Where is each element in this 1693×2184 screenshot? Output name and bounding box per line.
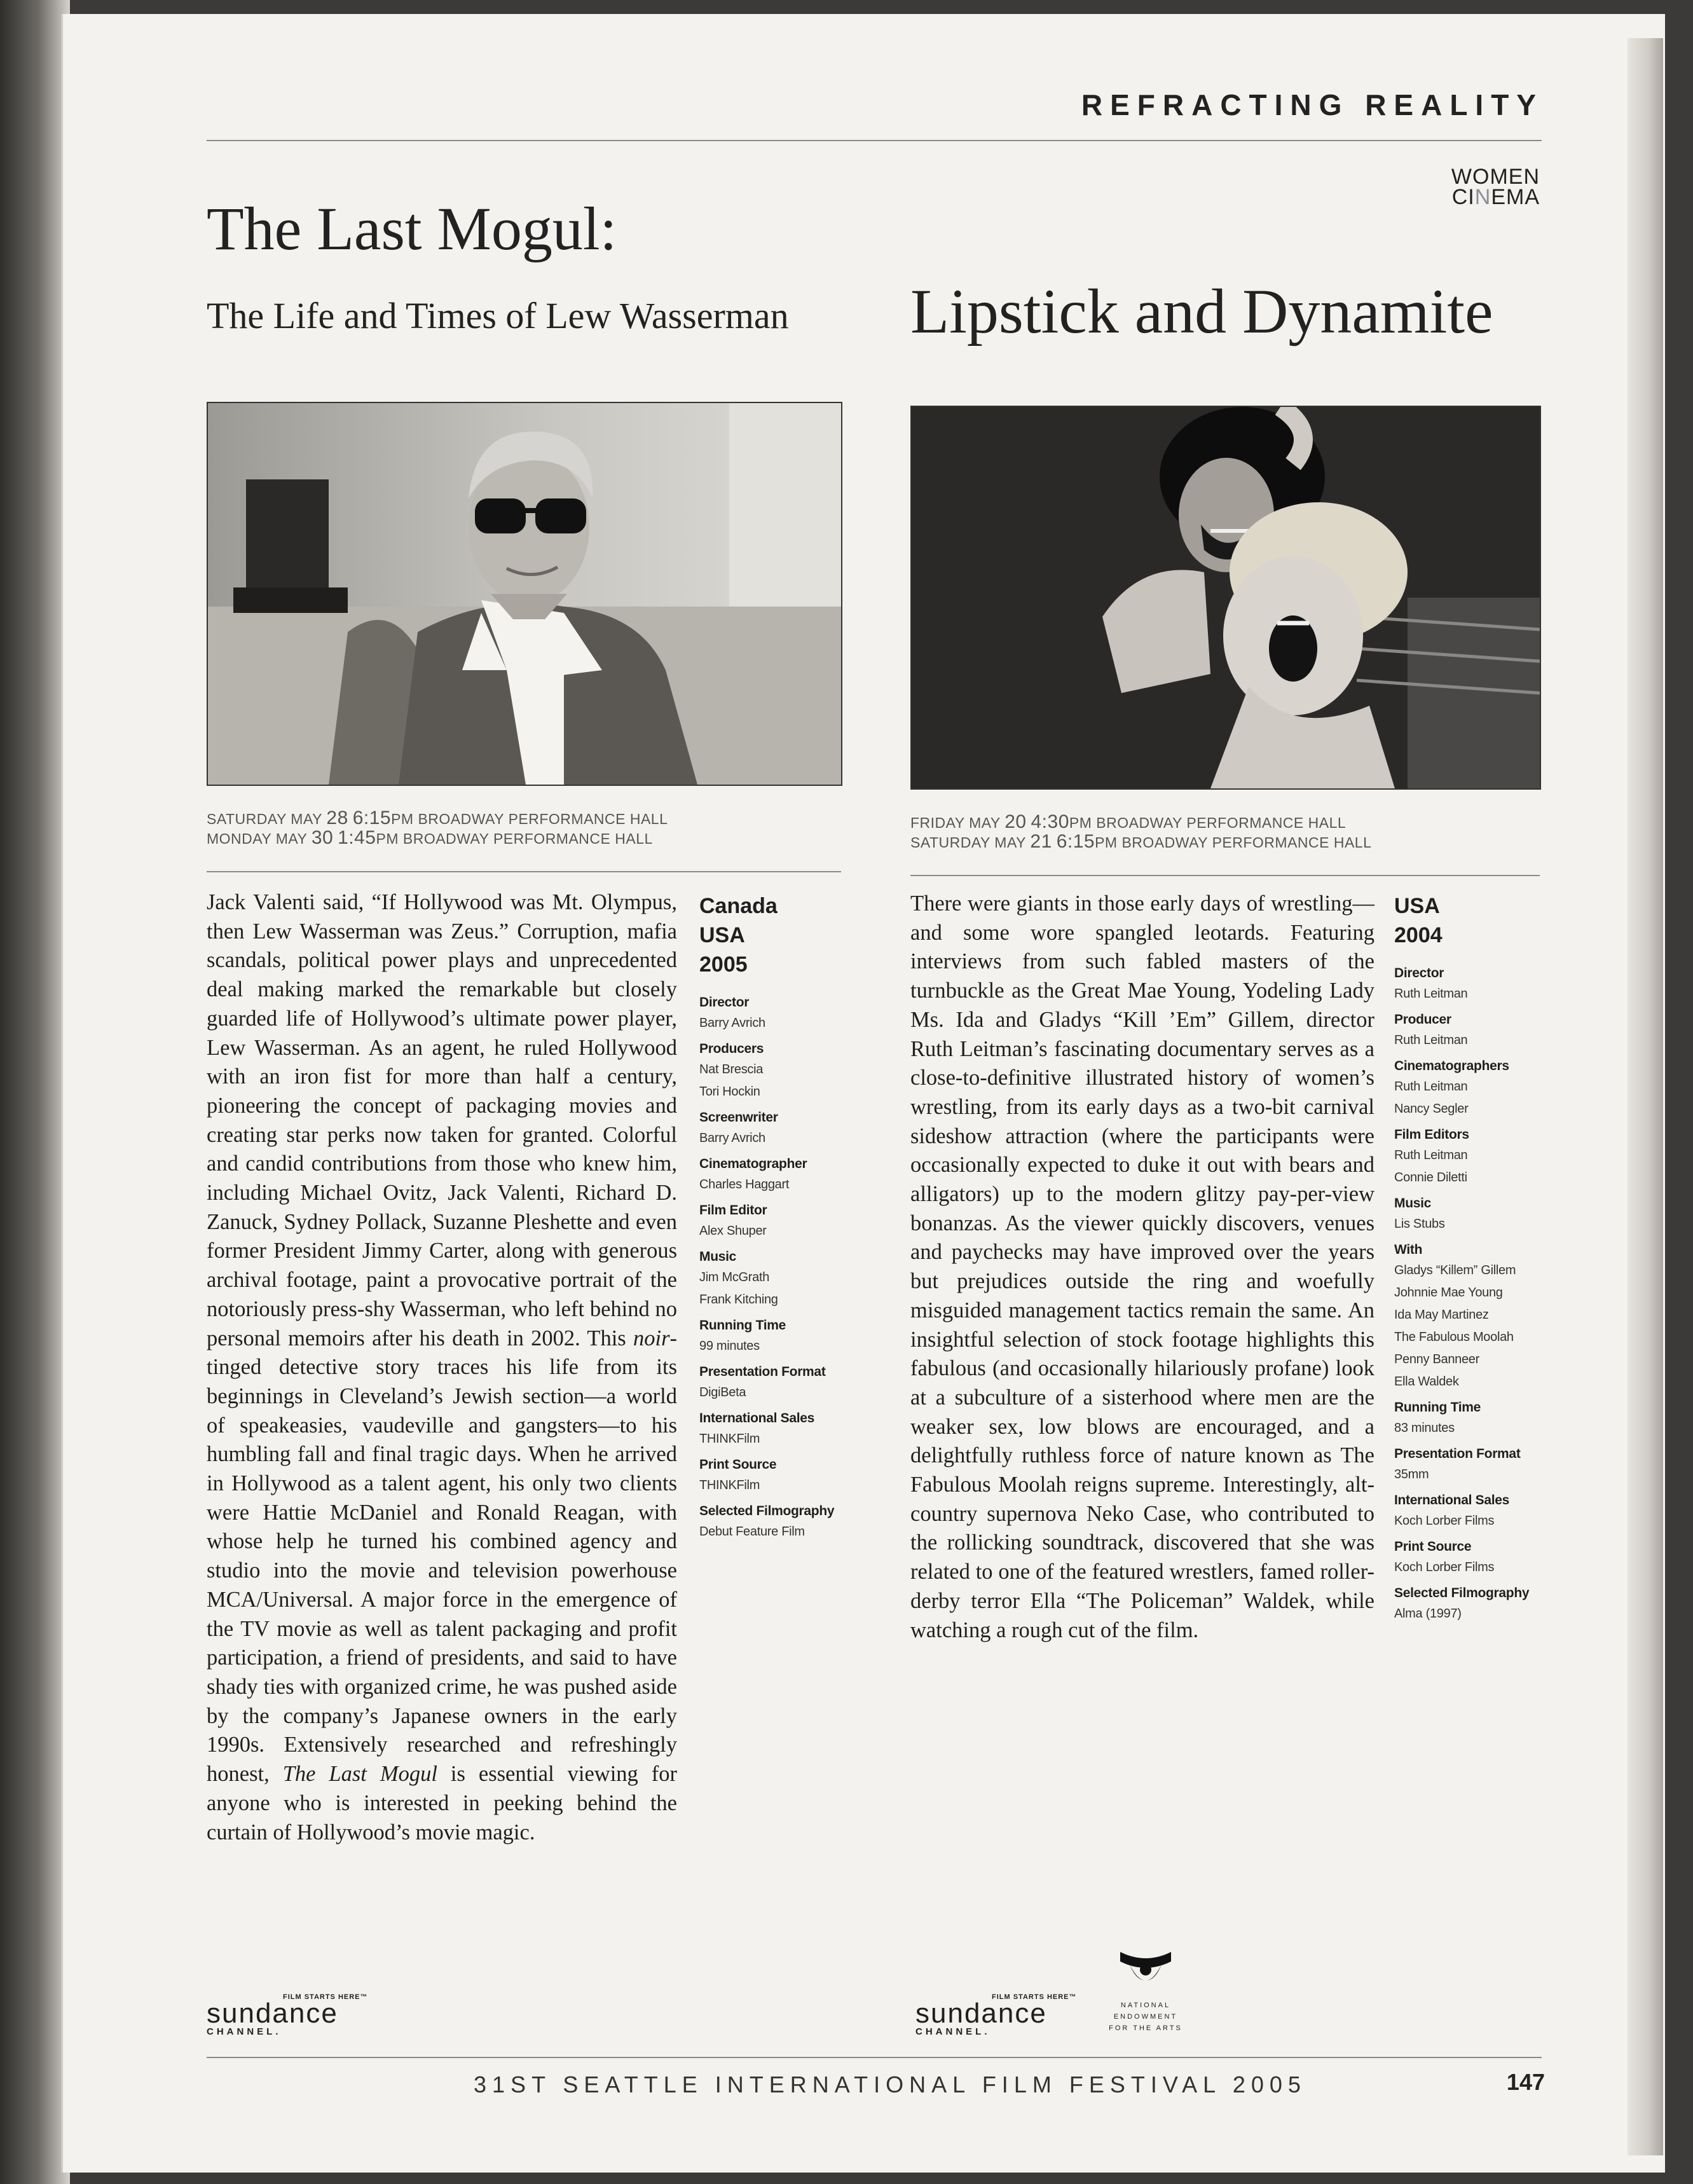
film2-credit-value: Gladys “Killem” Gillem <box>1394 1263 1516 1277</box>
film1-still-image <box>208 403 841 785</box>
film2-credit-label: Producer <box>1394 1012 1451 1027</box>
women-cinema-badge <box>1399 167 1540 207</box>
footer-rule <box>207 2057 1542 2058</box>
film1-credit-value: Tori Hockin <box>699 1085 760 1099</box>
film1-still-photo <box>207 402 842 786</box>
film2-credit-value: Koch Lorber Films <box>1394 1560 1495 1574</box>
film2-credit-label: Presentation Format <box>1394 1446 1521 1461</box>
film2-screenings <box>910 813 1540 852</box>
nea-logo: NATIONAL ENDOWMENT FOR THE ARTS <box>1107 1946 1184 2034</box>
film2-credits <box>1394 891 1542 1625</box>
film1-screenings <box>207 809 842 848</box>
film1-credits <box>699 891 846 1543</box>
film1-credit-value: Charles Haggart <box>699 1178 790 1192</box>
film2-credit-value: Ruth Leitman <box>1394 1148 1468 1162</box>
film2-credit-value: Ella Waldek <box>1394 1375 1459 1389</box>
film2-credit-value: Ruth Leitman <box>1394 1033 1468 1047</box>
film2-credit-label: Running Time <box>1394 1400 1481 1415</box>
film2-country: USA <box>1394 894 1440 918</box>
film1-credit-list <box>699 993 846 1543</box>
film2-credit-value: Penny Banneer <box>1394 1352 1479 1366</box>
film1-credit-label: Print Source <box>699 1457 777 1472</box>
film1-credit-label: Cinematographer <box>699 1157 807 1171</box>
film1-credit-label: Music <box>699 1249 737 1264</box>
film1-credit-label: Selected Filmography <box>699 1504 835 1518</box>
film1-country-2: USA <box>699 923 745 947</box>
film1-credit-label: Director <box>699 995 750 1010</box>
film2-credit-value: 35mm <box>1394 1467 1429 1481</box>
film1-credit-value: THINKFilm <box>699 1478 760 1492</box>
film1-credit-label: Film Editor <box>699 1203 767 1218</box>
film1-credit-label: International Sales <box>699 1411 815 1425</box>
film1-credit-value: THINKFilm <box>699 1432 760 1446</box>
page-edge <box>1628 38 1663 2155</box>
film1-year: 2005 <box>699 952 748 977</box>
film2-credit-list <box>1394 964 1542 1625</box>
film1-credit-value: DigiBeta <box>699 1385 746 1399</box>
film2-credit-value: Lis Stubs <box>1394 1217 1445 1231</box>
film2-credit-label: Selected Filmography <box>1394 1586 1530 1600</box>
film1-credit-value: Alex Shuper <box>699 1224 767 1238</box>
badge-line-1: WOMEN <box>1451 165 1540 189</box>
film1-credit-value: Frank Kitching <box>699 1293 778 1307</box>
film2-screening-2: SATURDAY MAY 21 6:15PM BROADWAY PERFORMANCE HALL <box>910 831 1372 852</box>
film1-screening-2: MONDAY MAY 30 1:45PM BROADWAY PERFORMANCE HALL <box>207 827 653 848</box>
film1-credit-value: Barry Avrich <box>699 1016 765 1030</box>
section-title: REFRACTING REALITY <box>1081 88 1544 121</box>
film2-credit-value: Koch Lorber Films <box>1394 1514 1495 1528</box>
film2-title: Lipstick and Dynamite <box>910 276 1493 347</box>
festival-footer: 31ST SEATTLE INTERNATIONAL FILM FESTIVAL 2005 <box>474 2071 1306 2098</box>
film1-subtitle: The Life and Times of Lew Wasserman <box>207 295 789 336</box>
film2-year: 2004 <box>1394 923 1443 947</box>
film1-credit-value: Jim McGrath <box>699 1270 770 1284</box>
sundance-channel-logo-right: FILM STARTS HERE™ sundance CHANNEL. <box>915 1993 1077 2037</box>
film2-credit-label: International Sales <box>1394 1493 1510 1508</box>
film2-credit-label: Film Editors <box>1394 1127 1469 1142</box>
film1-credit-label: Presentation Format <box>699 1364 826 1379</box>
film1-title: The Last Mogul: <box>207 195 617 263</box>
film1-credit-label: Screenwriter <box>699 1110 778 1125</box>
film1-credit-value: 99 minutes <box>699 1339 760 1353</box>
header-rule <box>207 140 1542 141</box>
film1-credit-label: Producers <box>699 1041 764 1056</box>
film2-credit-value: Nancy Segler <box>1394 1102 1469 1116</box>
sundance-channel-logo-left: FILM STARTS HERE™ sundance CHANNEL. <box>207 1993 368 2037</box>
film1-credit-value: Barry Avrich <box>699 1131 765 1145</box>
film2-credit-label: Cinematographers <box>1394 1059 1509 1073</box>
film2-credit-label: Director <box>1394 966 1444 980</box>
film1-screening-1: SATURDAY MAY 28 6:15PM BROADWAY PERFORMANCE HALL <box>207 807 668 828</box>
nea-emblem-icon <box>1107 1946 1184 1996</box>
film1-country-1: Canada <box>699 894 778 918</box>
film2-synopsis: There were giants in those early days of wrestling—and some wore spangled leotards. Featuring interviews from such fabled masters of the turnbuckle as the Great Mae Young, Yodeling Lady Ms. Ida and Gladys “Kill ’Em” Gillem, director Ruth Leitman’s fascinating documentary serves as a close-to-definitive illustrated history of women’s wrestling, from its early days as a two-bit carnival sideshow attraction (where the participants were occasionally expected to duke it out with bears and alligators) up to the modern glitzy pay-per-view bonanzas. As the viewer quickly discovers, venues and paychecks may have improved over the years but prejudices outside the ring and woefully misguided management tactics remain the same. An insightful selection of stock footage highlights this fabulous (and occasionally hilariously profane) look at a subculture of a sisterhood where men are the weaker sex, low blows are encouraged, and a delightfully ruthless force of nature known as The Fabulous Moolah reigns supreme. Interestingly, alt-country supernova Neko Case, who contributed to the rollicking soundtrack, discovered that she was related to one of the featured wrestlers, famed roller-derby terror Ella “The Policeman” Waldek, while watching a rough cut of the film. <box>910 891 1374 1642</box>
film2-credit-value: Alma (1997) <box>1394 1607 1462 1621</box>
film2-credit-value: Ida May Martinez <box>1394 1308 1489 1322</box>
film2-credit-label: Music <box>1394 1196 1432 1211</box>
film2-credit-value: Ruth Leitman <box>1394 987 1468 1001</box>
film2-screening-1: FRIDAY MAY 20 4:30PM BROADWAY PERFORMANCE HALL <box>910 811 1347 832</box>
film2-credit-value: Johnnie Mae Young <box>1394 1286 1503 1300</box>
film2-credit-value: The Fabulous Moolah <box>1394 1330 1514 1344</box>
badge-line-2: CINEMA <box>1451 185 1540 209</box>
binding-gutter <box>0 0 70 2184</box>
film2-credit-value: 83 minutes <box>1394 1421 1455 1435</box>
film2-still-photo <box>910 406 1541 790</box>
film1-synopsis: Jack Valenti said, “If Hollywood was Mt. Olympus, then Lew Wasserman was Zeus.” Corruption, mafia scandals, political power plays and unprecedented deal making marked the remarkable but closely guarded life of Hollywood’s ultimate power player, Lew Wasserman. As an agent, he ruled Hollywood with an iron fist for more than half a century, pioneering the concept of packaging movies and creating star perks now taken for granted. Colorful and candid contributions from those who knew him, including Michael Ovitz, Jack Valenti, Richard D. Zanuck, Sydney Pollack, Suzanne Pleshette and even former President Jimmy Carter, along with generous archival footage, paint a provocative portrait of the notoriously press-shy Wasserman, who left behind no personal memoirs after his death in 2002. This noir-tinged detective story traces his life from its beginnings in Cleveland’s Jewish section—a world of speakeasies, vaudeville and gangsters—to his humbling fall and final tragic days. When he arrived in Hollywood as a talent agent, his only two clients were Hattie McDaniel and Ronald Reagan, with whose help he turned his combined agency and studio into the movie and television powerhouse MCA/Universal. A major force in the emergence of the TV movie as well as talent packaging and profit participation, a friend of presidents, and said to have shady ties with organized crime, he was pushed aside by the company’s Japanese owners in the early 1990s. Extensively researched and refreshingly honest, The Last Mogul is essential viewing for anyone who is interested in peeking behind the curtain of Hollywood’s movie magic. <box>207 890 678 1844</box>
film2-credit-value: Connie Diletti <box>1394 1171 1467 1185</box>
film2-credit-label: Print Source <box>1394 1539 1472 1554</box>
film1-credit-label: Running Time <box>699 1318 786 1333</box>
film2-credit-value: Ruth Leitman <box>1394 1080 1468 1094</box>
film2-credit-label: With <box>1394 1242 1423 1257</box>
film1-credit-value: Debut Feature Film <box>699 1525 805 1539</box>
film1-credit-value: Nat Brescia <box>699 1062 764 1076</box>
film2-divider <box>910 875 1540 876</box>
page-number: 147 <box>1506 2069 1545 2095</box>
film1-divider <box>207 871 841 872</box>
film2-still-image <box>912 407 1540 788</box>
